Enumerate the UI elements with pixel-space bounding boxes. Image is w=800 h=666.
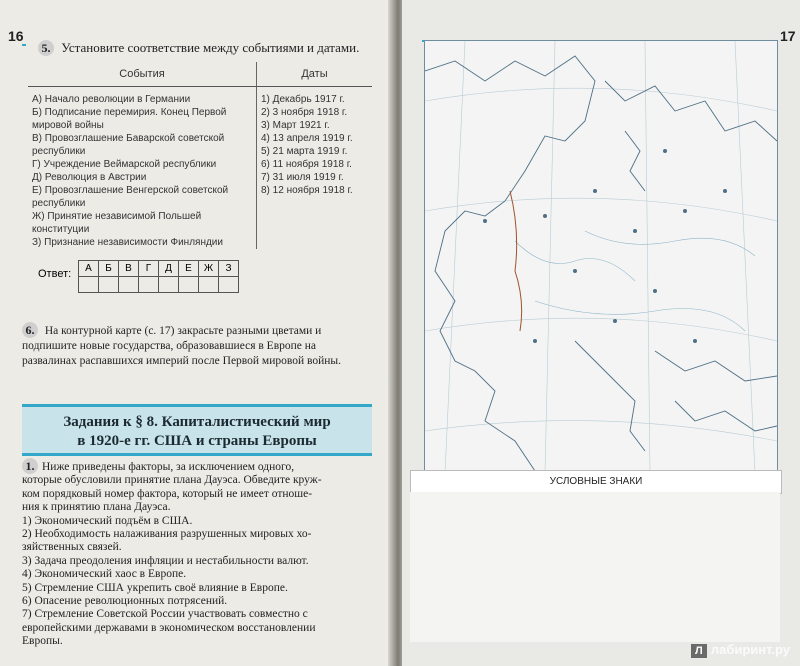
answer-letter: Е bbox=[179, 261, 199, 277]
answer-letter: Б bbox=[99, 261, 119, 277]
answer-cell[interactable] bbox=[199, 277, 219, 293]
event-item: А) Начало революции в Германии bbox=[32, 94, 191, 105]
task5-number: 5. bbox=[38, 40, 54, 56]
task1-line-0 bbox=[22, 458, 384, 474]
answer-cell[interactable] bbox=[159, 277, 179, 293]
task6-number: 6. bbox=[22, 322, 38, 338]
answer-letter: Ж bbox=[199, 261, 219, 277]
page-number-right: 17 bbox=[780, 28, 796, 44]
date-item: 2) 3 ноября 1918 г. bbox=[261, 107, 348, 118]
answer-label: Ответ: bbox=[38, 268, 72, 280]
task1-option: европейскими державами в экономическом восстановлении bbox=[22, 621, 316, 634]
task6-text: На контурной карте (с. 17) закрасьте разными цветами и подпишите новые государства, образовавшиеся в Европе на развалинах распавшихся империй после Первой мировой войны. bbox=[22, 325, 342, 367]
section-heading bbox=[22, 404, 372, 456]
task1-option: Европы. bbox=[22, 635, 63, 648]
watermark bbox=[691, 642, 790, 658]
answer-cell[interactable] bbox=[179, 277, 199, 293]
event-item: Е) Провозглашение Венгерской советской республики bbox=[32, 185, 229, 209]
date-item: 3) Март 1921 г. bbox=[261, 120, 330, 131]
task1-option: 4) Экономический хаос в Европе. bbox=[22, 568, 187, 581]
task1-option: 5) Стремление США укрепить своё влияние в Европе. bbox=[22, 581, 288, 594]
legend-title: УСЛОВНЫЕ ЗНАКИ bbox=[410, 470, 782, 494]
task1-option: 7) Стремление Советской России участвовать совместно с bbox=[22, 608, 308, 621]
legend-area bbox=[410, 492, 780, 642]
answer-cell[interactable] bbox=[119, 277, 139, 293]
task6 bbox=[22, 322, 372, 369]
answer-cell[interactable] bbox=[139, 277, 159, 293]
date-item: 5) 21 марта 1919 г. bbox=[261, 146, 348, 157]
answer-letter: Д bbox=[159, 261, 179, 277]
answer-letter: В bbox=[119, 261, 139, 277]
answer-cell[interactable] bbox=[219, 277, 239, 293]
dates-list bbox=[257, 87, 373, 250]
task1-line: ком порядковый номер фактора, который не имеет отноше- bbox=[22, 487, 313, 500]
col-header-events: События bbox=[28, 62, 257, 87]
answer-letter: З bbox=[219, 261, 239, 277]
event-item: В) Провозглашение Баварской советской республики bbox=[32, 133, 225, 157]
task5-text: Установите соответствие между событиями и датами. bbox=[61, 40, 360, 55]
task1 bbox=[22, 458, 384, 649]
task1-option: зяйственных связей. bbox=[22, 541, 122, 554]
task1-line: Ниже приведены факторы, за исключением одного, bbox=[42, 461, 295, 473]
section-heading-line2: в 1920-е гг. США и страны Европы bbox=[77, 433, 317, 449]
answer-grid bbox=[78, 260, 239, 293]
task5-title bbox=[38, 40, 359, 56]
page-number-left: 16 bbox=[8, 28, 24, 44]
task1-option: 6) Опасение революционных потрясений. bbox=[22, 595, 228, 608]
date-item: 1) Декабрь 1917 г. bbox=[261, 94, 345, 105]
section-heading-line1: Задания к § 8. Капиталистический мир bbox=[63, 414, 331, 430]
event-item: Д) Революция в Австрии bbox=[32, 172, 147, 183]
answer-cell[interactable] bbox=[99, 277, 119, 293]
map-background bbox=[425, 41, 777, 473]
event-item: Б) Подписание перемирия. Конец Первой мировой войны bbox=[32, 107, 227, 131]
answer-letter: А bbox=[79, 261, 99, 277]
task1-line: которые обусловили принятие плана Дауэса. Обведите круж- bbox=[22, 474, 322, 487]
events-dates-table bbox=[28, 62, 372, 249]
col-header-dates: Даты bbox=[257, 62, 373, 87]
left-page bbox=[0, 0, 394, 666]
watermark-logo-icon: Л bbox=[691, 644, 707, 658]
task1-option: 1) Экономический подъём в США. bbox=[22, 514, 193, 527]
event-item: Ж) Принятие независимой Польшей конституции bbox=[32, 211, 202, 235]
task1-option: 3) Задача преодоления инфляции и нестабильности валют. bbox=[22, 554, 309, 567]
answer-letter: Г bbox=[139, 261, 159, 277]
task1-number: 1. bbox=[22, 458, 38, 474]
date-item: 7) 31 июля 1919 г. bbox=[261, 172, 344, 183]
task1-option: 2) Необходимость налаживания разрушенных мировых хо- bbox=[22, 528, 312, 541]
date-item: 4) 13 апреля 1919 г. bbox=[261, 133, 353, 144]
event-item: Г) Учреждение Веймарской республики bbox=[32, 159, 217, 170]
events-list bbox=[28, 87, 257, 250]
task1-line: ния к принятию плана Дауэса. bbox=[22, 501, 171, 514]
answer-cell[interactable] bbox=[79, 277, 99, 293]
map-drawing bbox=[425, 41, 777, 473]
date-item: 8) 12 ноября 1918 г. bbox=[261, 185, 353, 196]
watermark-text: лабиринт.ру bbox=[710, 642, 790, 657]
accent-line bbox=[22, 44, 26, 46]
date-item: 6) 11 ноября 1918 г. bbox=[261, 159, 352, 170]
event-item: З) Признание независимости Финляндии bbox=[32, 237, 223, 248]
contour-map-europe bbox=[424, 40, 778, 474]
